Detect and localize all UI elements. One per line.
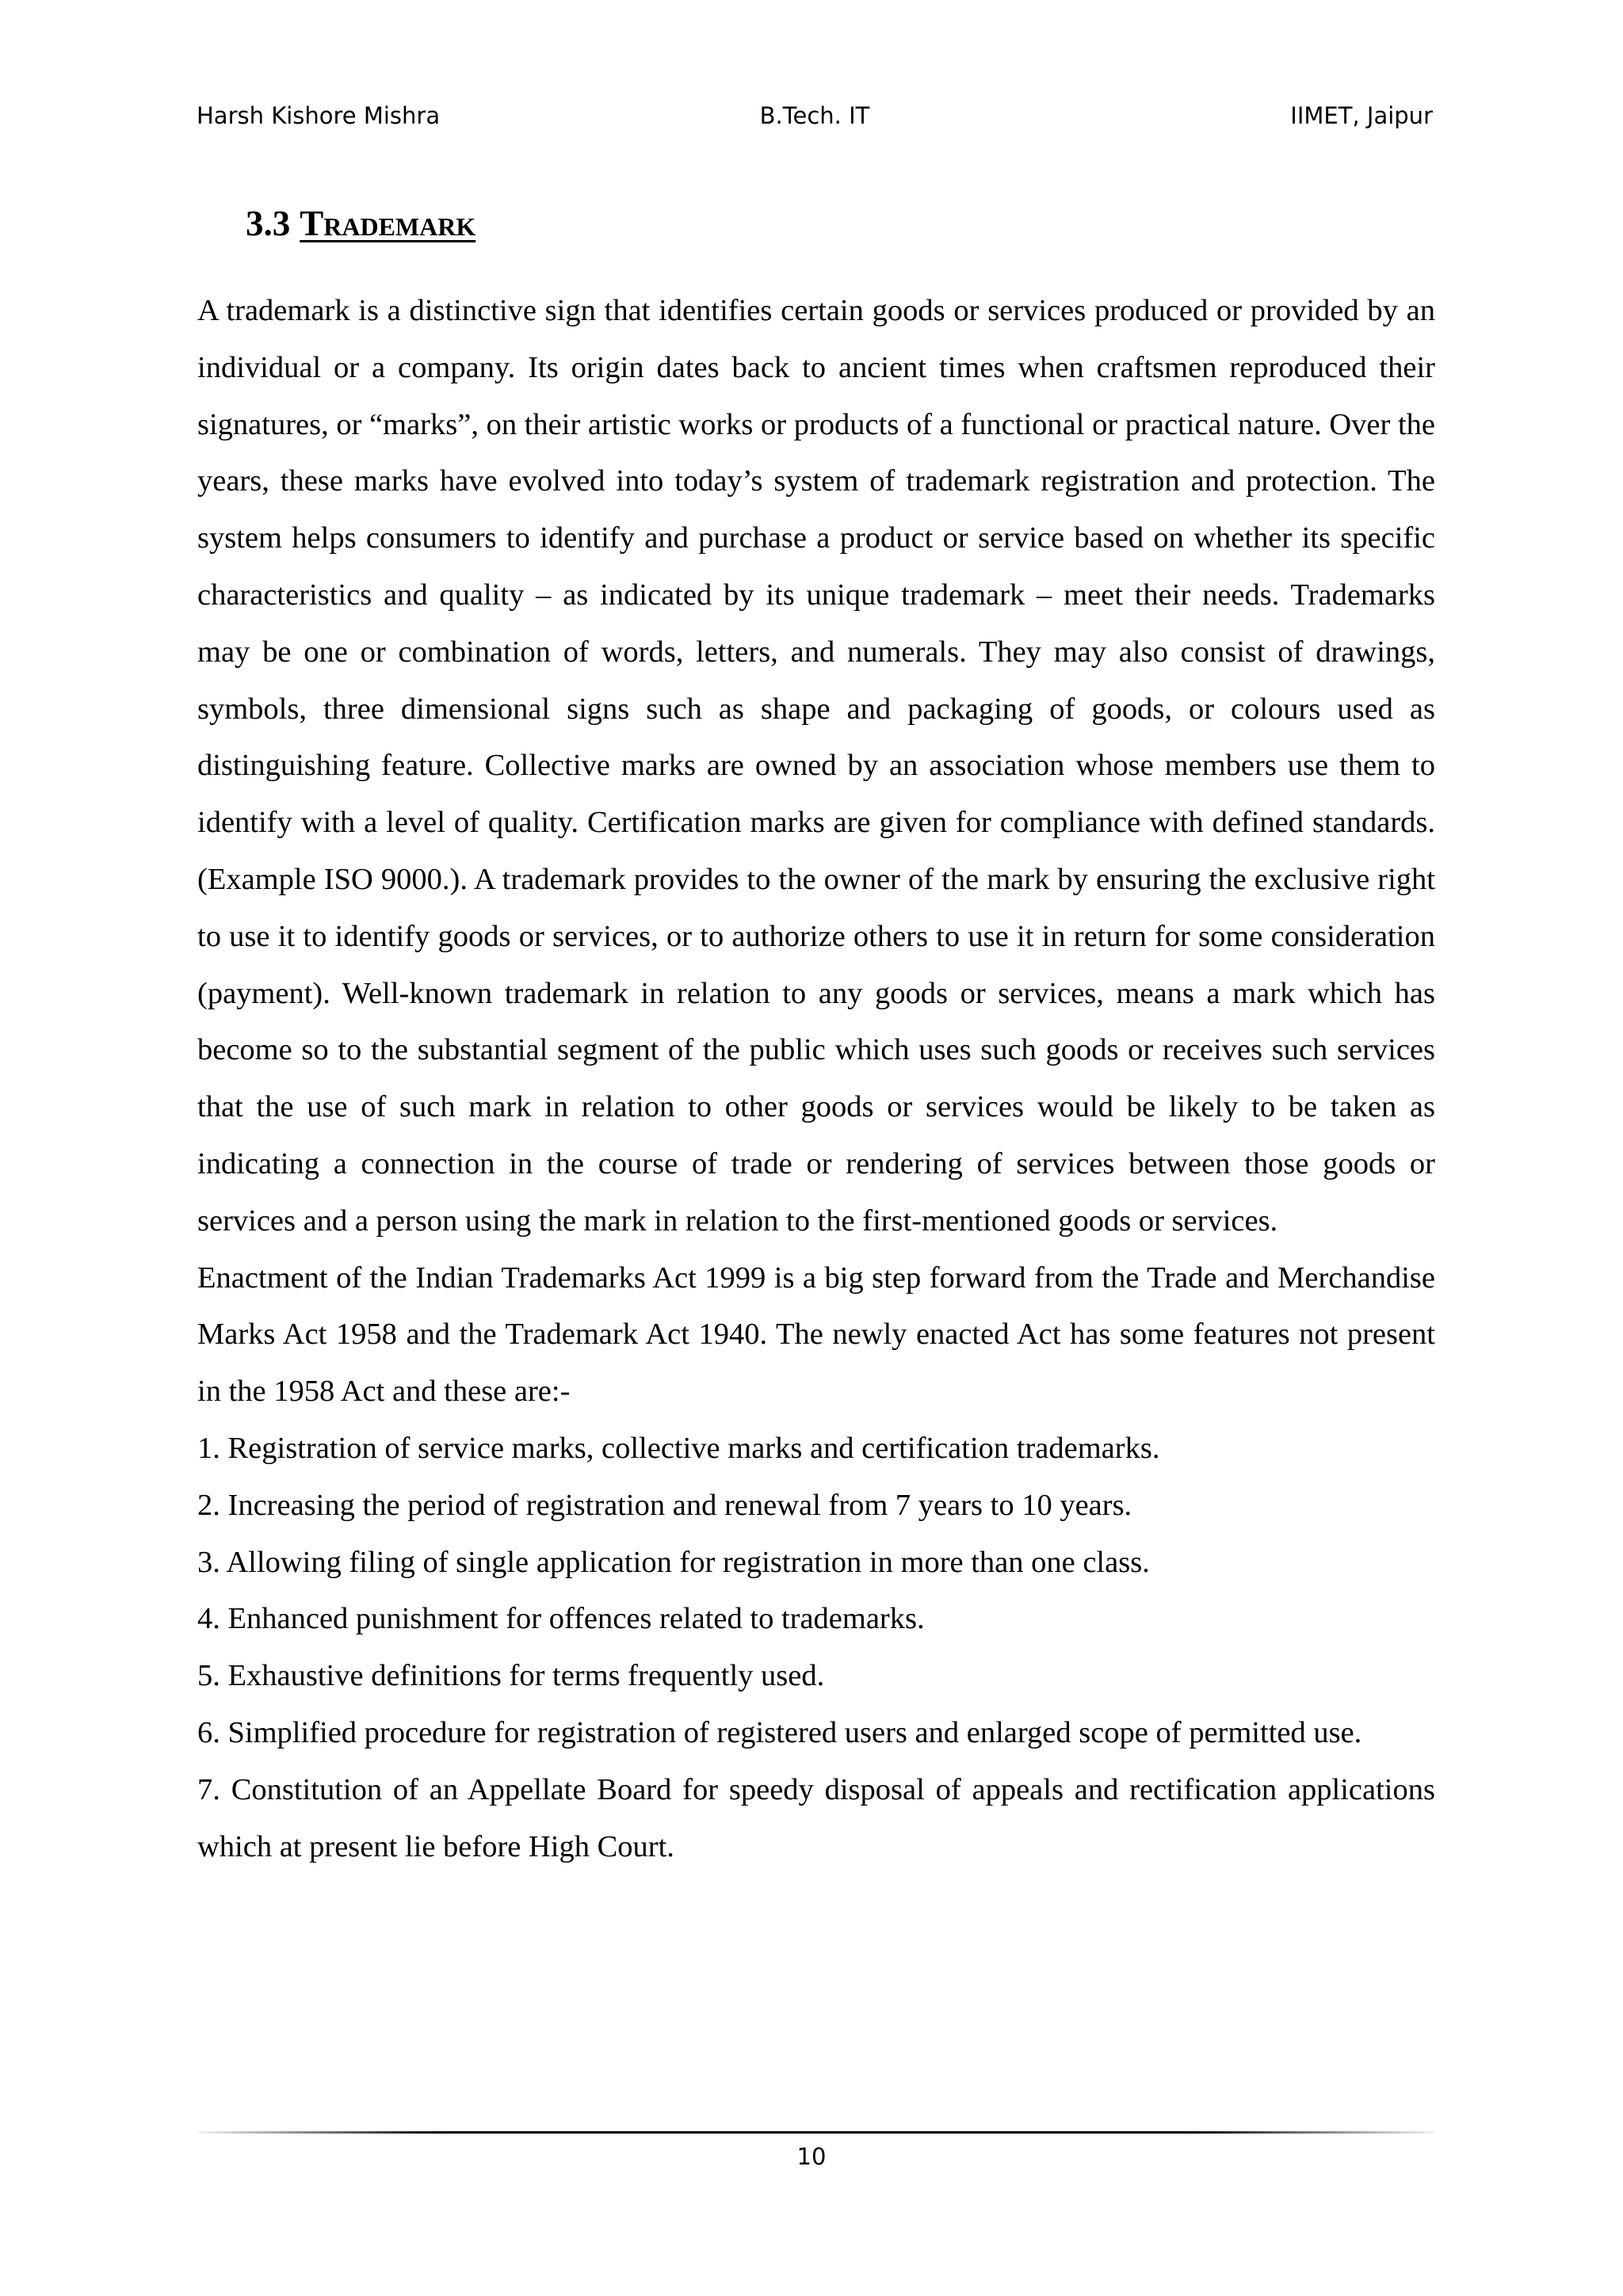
section-number: 3.3 <box>246 204 291 243</box>
list-item-1: 1. Registration of service marks, collective marks and certification trademarks. <box>197 1431 1160 1465</box>
document-body <box>197 283 1435 1875</box>
paragraph-act-intro: Enactment of the Indian Trademarks Act 1999 is a big step forward from the Trade and Merchandise Marks Act 1958 and the Trademark Act 1940. The newly enacted Act has some features not present in the 1958 Act and these are:- <box>197 1261 1435 1409</box>
header-author: Harsh Kishore Mishra <box>197 102 441 129</box>
section-heading <box>246 200 475 247</box>
footer-divider <box>198 2131 1434 2134</box>
list-item-4: 4. Enhanced punishment for offences related to trademarks. <box>197 1602 925 1636</box>
paragraph-trademark-definition: A trademark is a distinctive sign that identifies certain goods or services produced or provided by an individual or a company. Its origin dates back to ancient times when craftsmen reproduced their signatures, or “marks”, on their artistic works or products of a functional or practical nature. Over the years, these marks have evolved into today’s system of trademark registration and protection. The system helps consumers to identify and purchase a product or service based on whether its specific characteristics and quality – as indicated by its unique trademark – meet their needs. Trademarks may be one or combination of words, letters, and numerals. They may also consist of drawings, symbols, three dimensional signs such as shape and packaging of goods, or colours used as distinguishing feature. Collective marks are owned by an association whose members use them to identify with a level of quality. Certification marks are given for compliance with defined standards. (Example ISO 9000.). A trademark provides to the owner of the mark by ensuring the exclusive right to use it to identify goods or services, or to authorize others to use it in return for some consideration (payment). Well-known trademark in relation to any goods or services, means a mark which has become so to the substantial segment of the public which uses such goods or receives such services that the use of such mark in relation to other goods or services would be likely to be taken as indicating a connection in the course of trade or rendering of services between those goods or services and a person using the mark in relation to the first-mentioned goods or services. <box>197 294 1435 1238</box>
list-item-7: 7. Constitution of an Appellate Board for speedy disposal of appeals and rectification applications which at present lie before High Court. <box>197 1772 1435 1863</box>
list-item-2: 2. Increasing the period of registration and renewal from 7 years to 10 years. <box>197 1488 1132 1522</box>
header-course: B.Tech. IT <box>759 102 870 129</box>
header-institute: IIMET, Jaipur <box>1290 102 1433 129</box>
list-item-6: 6. Simplified procedure for registration of registered users and enlarged scope of permitted use. <box>197 1715 1362 1749</box>
list-item-3: 3. Allowing filing of single application for registration in more than one class. <box>197 1545 1150 1579</box>
section-title: Trademark <box>300 204 476 243</box>
page-number: 10 <box>796 2143 827 2170</box>
page-header <box>197 98 1433 133</box>
list-item-5: 5. Exhaustive definitions for terms frequently used. <box>197 1659 825 1693</box>
